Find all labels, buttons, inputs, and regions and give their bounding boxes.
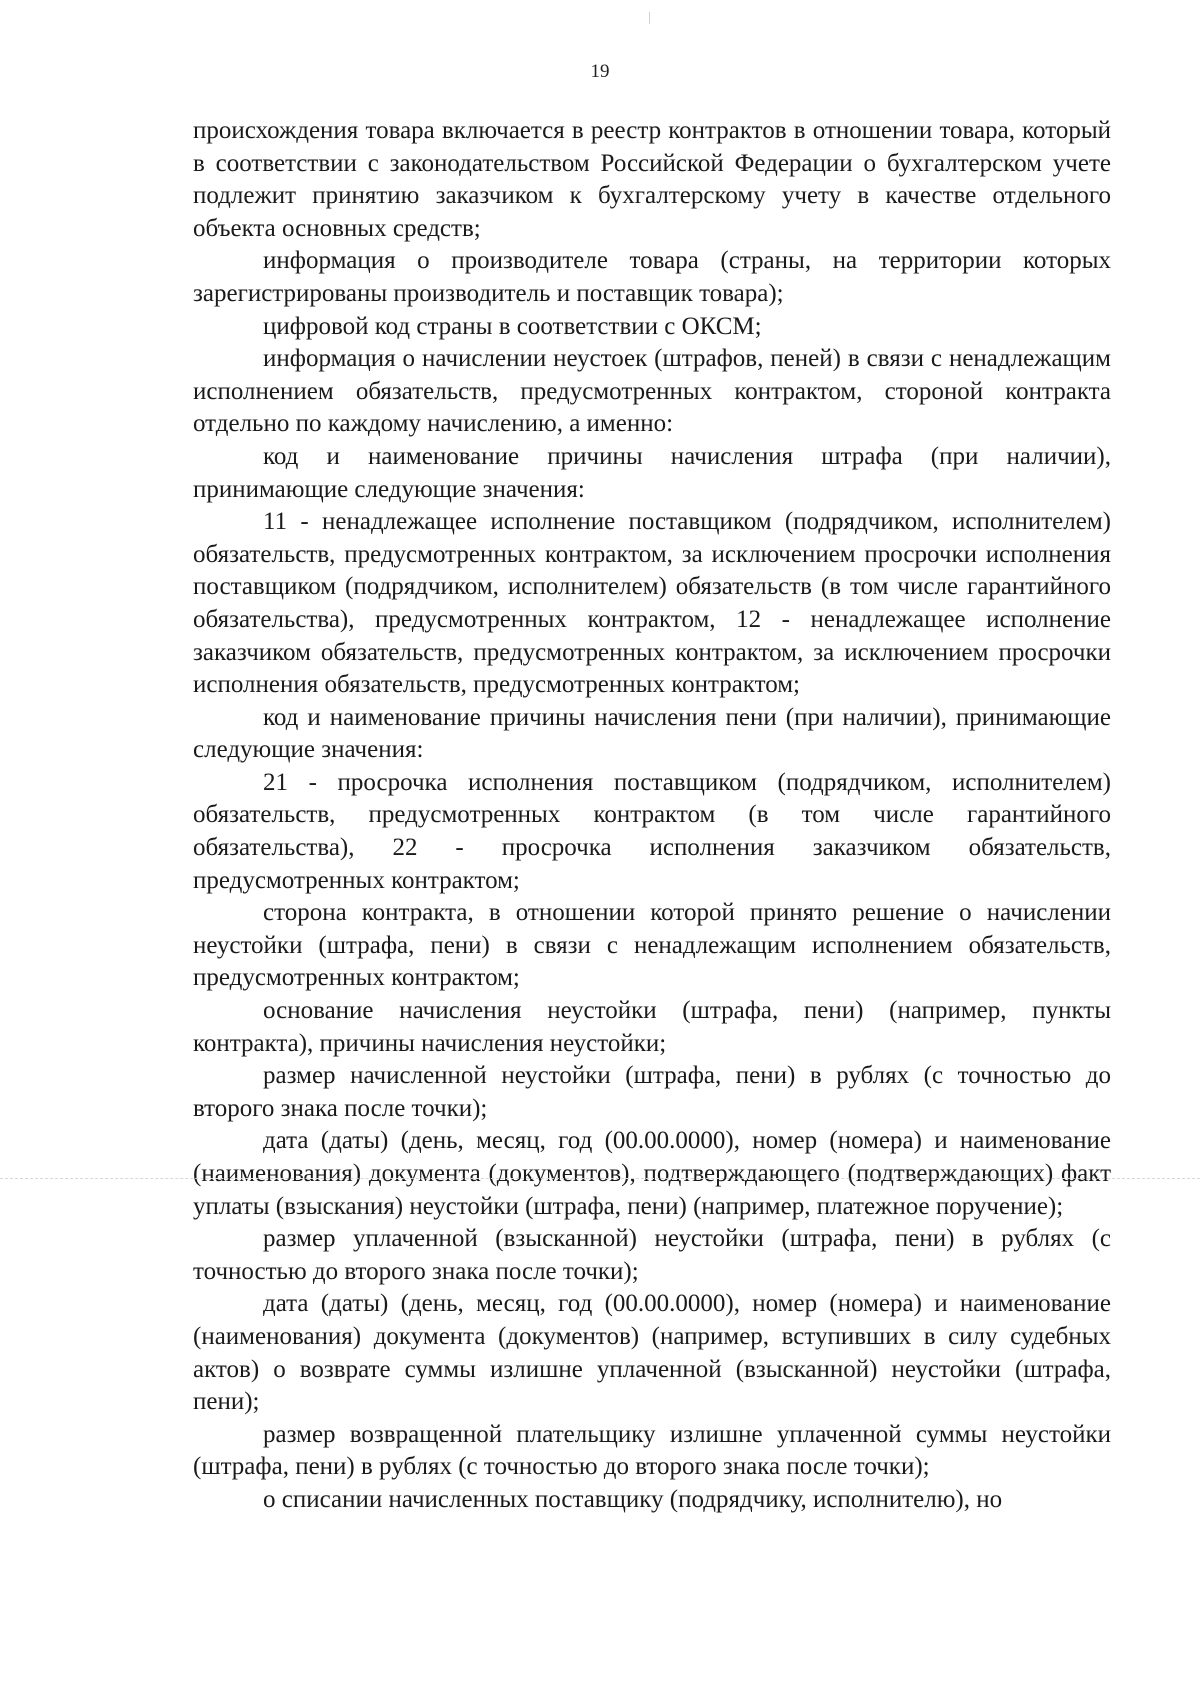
paragraph-continuation: происхождения товара включается в реестр контрактов в отношении товара, который в соответствии с законодательством Российской Федерации о бухгалтерском учете подлежит принятию заказчиком к бухгалтерскому учету в качестве отдельного объекта основных средств; — [193, 117, 1111, 242]
paragraph: 21 - просрочка исполнения поставщиком (подрядчиком, исполнителем) обязательств, предусмотренных контрактом (в том числе гарантийного обязательства), 22 - просрочка исполнения заказчиком обязательств, предусмотренных контрактом; — [193, 768, 1111, 894]
paragraph: дата (даты) (день, месяц, год (00.00.0000), номер (номера) и наименование (наименования) документа (документов), подтверждающего (подтверждающих) факт уплаты (взыскания) неустойки (штрафа, пени) (например, платежное поручение); — [193, 1127, 1111, 1220]
page-number: 19 — [590, 61, 610, 82]
paragraph: код и наименование причины начисления штрафа (при наличии), принимающие следующие значения: — [193, 442, 1111, 503]
paragraph: дата (даты) (день, месяц, год (00.00.0000), номер (номера) и наименование (наименования) документа (документов) (например, вступивших в силу судебных актов) о возврате суммы излишне уплаченной (взысканной) неустойки (штрафа, пени); — [193, 1290, 1111, 1416]
paragraph: размер возвращенной плательщику излишне уплаченной суммы неустойки (штрафа, пени) в рублях (с точностью до второго знака после точки); — [193, 1420, 1111, 1481]
paragraph: цифровой код страны в соответствии с ОКСМ; — [263, 312, 762, 340]
paragraph: информация о производителе товара (страны, на территории которых зарегистрированы производитель и поставщик товара); — [193, 247, 1111, 307]
paragraph: основание начисления неустойки (штрафа, пени) (например, пункты контракта), причины начисления неустойки; — [193, 997, 1111, 1057]
document-body — [193, 115, 1111, 1517]
paragraph: размер уплаченной (взысканной) неустойки (штрафа, пени) в рублях (с точностью до второго знака после точки); — [193, 1225, 1111, 1285]
paragraph: 11 - ненадлежащее исполнение поставщиком (подрядчиком, исполнителем) обязательств, предусмотренных контрактом, за исключением просрочки исполнения поставщиком (подрядчиком, исполнителем) обязательств (в том числе гарантийного обязательства), предусмотренных контрактом, 12 - ненадлежащее исполнение заказчиком обязательств, предусмотренных контрактом, за исключением просрочки исполнения обязательств, предусмотренных контрактом; — [193, 508, 1111, 699]
paragraph: о списании начисленных поставщику (подрядчику, исполнителю), но — [263, 1485, 1003, 1513]
scan-artifact-mark — [649, 12, 650, 24]
paragraph: размер начисленной неустойки (штрафа, пени) в рублях (с точностью до второго знака после точки); — [193, 1062, 1111, 1122]
paragraph: код и наименование причины начисления пени (при наличии), принимающие следующие значения: — [193, 703, 1111, 764]
paragraph: информация о начислении неустоек (штрафов, пеней) в связи с ненадлежащим исполнением обязательств, предусмотренных контрактом, стороной контракта отдельно по каждому начислению, а именно: — [193, 345, 1111, 438]
paragraph: сторона контракта, в отношении которой принято решение о начислении неустойки (штрафа, пени) в связи с ненадлежащим исполнением обязательств, предусмотренных контрактом; — [193, 899, 1111, 992]
scan-artifact-line — [0, 1178, 1200, 1179]
